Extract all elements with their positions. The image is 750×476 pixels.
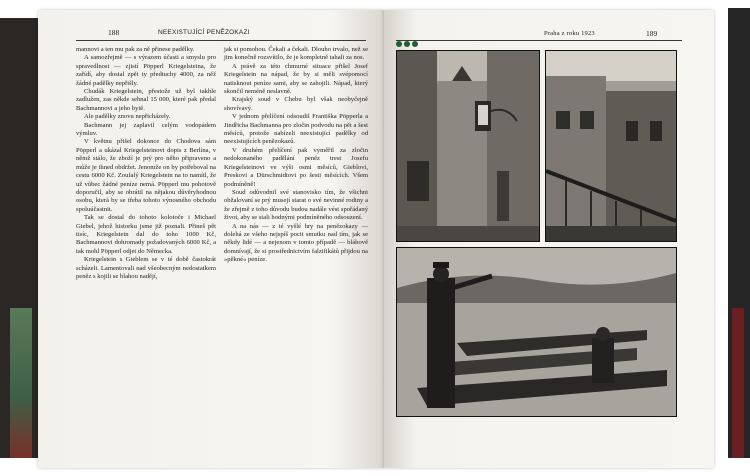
header-rule-left [76,40,366,41]
paragraph: A na nás — z té vyšlé hry na penězokazy — dolehá ze všeho nejspíš pocit smutku nad tím, jak se někdy lidé — a nejenom v tomto případě — bláhově domnívají, že si prostřednictvím falzifikátů přijdou na »pěkné« peníze. [224,222,368,264]
paragraph: Ale padělky znovu nepřicházely. [84,113,171,121]
text-column-1 [76,46,216,281]
photo-caption: Praha z roku 1923 [544,30,595,37]
photo-canal-houses [545,50,677,242]
photo-street-lamp [396,50,540,242]
paragraph: V květnu přišel dokonce do Chodova sám Pöpperl a ukázal Kriegelsteinovi dopis z Berlína, v němž stálo, že zboží je prý pro něho připraveno a může je ihned obdržet. Jenomže on by potřeboval na cestu 6000 Kč. Zoufalý Kriegelstein na to namítl, že už vůbec žádné peníze nemá. Pöpperl mu pohotově doporučil, aby se obrátil na nějakou důvěryhodnou osobu, která by se třeba tohoto výnosného obchodu spoluúčastnit. [76,138,216,213]
paragraph: jak si pomohou. Čekali a čekali. Dlouho trvalo, než se jim konečně rozsvítilo, že je kompletně tahali za nos. [224,46,368,62]
right-cover-ribbon [732,308,744,458]
paragraph: Tak se dostal do tohoto kolotoče i Michael Giebel, jehož historku jsme již poznali. Přineš pět tisíc, Kriegelstein dal do toho 1000 Kč, Bachmannovi dohromady požadovaných 6000 Kč, a tak mohl Pöpperl odjet do Německa. [76,214,216,255]
photo-river-boats [396,247,677,417]
running-head-left: NEEXISTUJÍCÍ PENĚZOKAZI [158,29,250,36]
ornament-dot [396,41,402,47]
right-cover-edge [728,8,750,458]
right-page [384,10,714,468]
text-column-2 [224,46,368,265]
paragraph: Chudák Kriegelstein, přestože už byl takhle zadlužen, zas někde sehnal 15 000, které pak předal Bachmannovi a jeho bytě. [76,88,216,112]
left-cover-illustration [10,308,32,458]
paragraph: Soud odůvodnil své stanovisko tím, že všichni obžalovaní se prý musejí starat o své nevinné rodiny a že zřejmě z toho důvodu budou nadále vést spořádaný život, aby se stali hodnými podmíněného odsouzení. [224,188,368,222]
ornament-dots [396,41,418,47]
paragraph: V druhém přelíčení pak vyměřil za zločin nedokonaného padělání peněz trest Josefu Kriegelsteinovi ve výši osmi měsíců, Gieblovi, Preskovi a Dürschmidtovi po šesti měsících. Všem podmíněně! [224,146,368,188]
paragraph: Kriegelstein s Gieblem se v té době častokrát scházeli. Lamentovali nad všeobecným nedostatkem peněz s kojili se blahou nadějí, [76,256,216,280]
paragraph: A právě za této chmurné situace přišel Josef Kriegelstein na nápad, že by si měli svépomocí natisknout peníze sami, aby se zahojili. Nápad, který skončil neméně neslavně. [224,62,368,96]
left-page [38,10,384,468]
header-rule-right [396,40,682,41]
page-number-right: 189 [646,29,658,38]
ornament-dot [404,41,410,47]
page-number-left: 188 [108,28,120,37]
paragraph: Bachmann jej zaplavil celým vodopádem výmluv. [76,121,216,138]
paragraph: mannovi a ten mu pak za ně přinese padělky. [76,46,195,53]
paragraph: Krajský soud v Chebu byl však neobyčejně shovívavý. [224,96,368,112]
paragraph: A samozřejmě — s výrazem účasti a smyslu pro spravedlnost — zjistí Pöpperl Kriegelsteina, že zařídí, aby dostal zpět ty předtuchy 4000, za něž žádné padělky nepřišly. [76,54,216,87]
paragraph: V jednom přelíčení odsoudil Františka Pöpperla a Jindřicha Bachmanna pro zločin podvodu na pět a šest měsíců, protože nabízeli neexistující padělky od neexistujících penězokazů. [224,113,368,146]
ornament-dot [412,41,418,47]
